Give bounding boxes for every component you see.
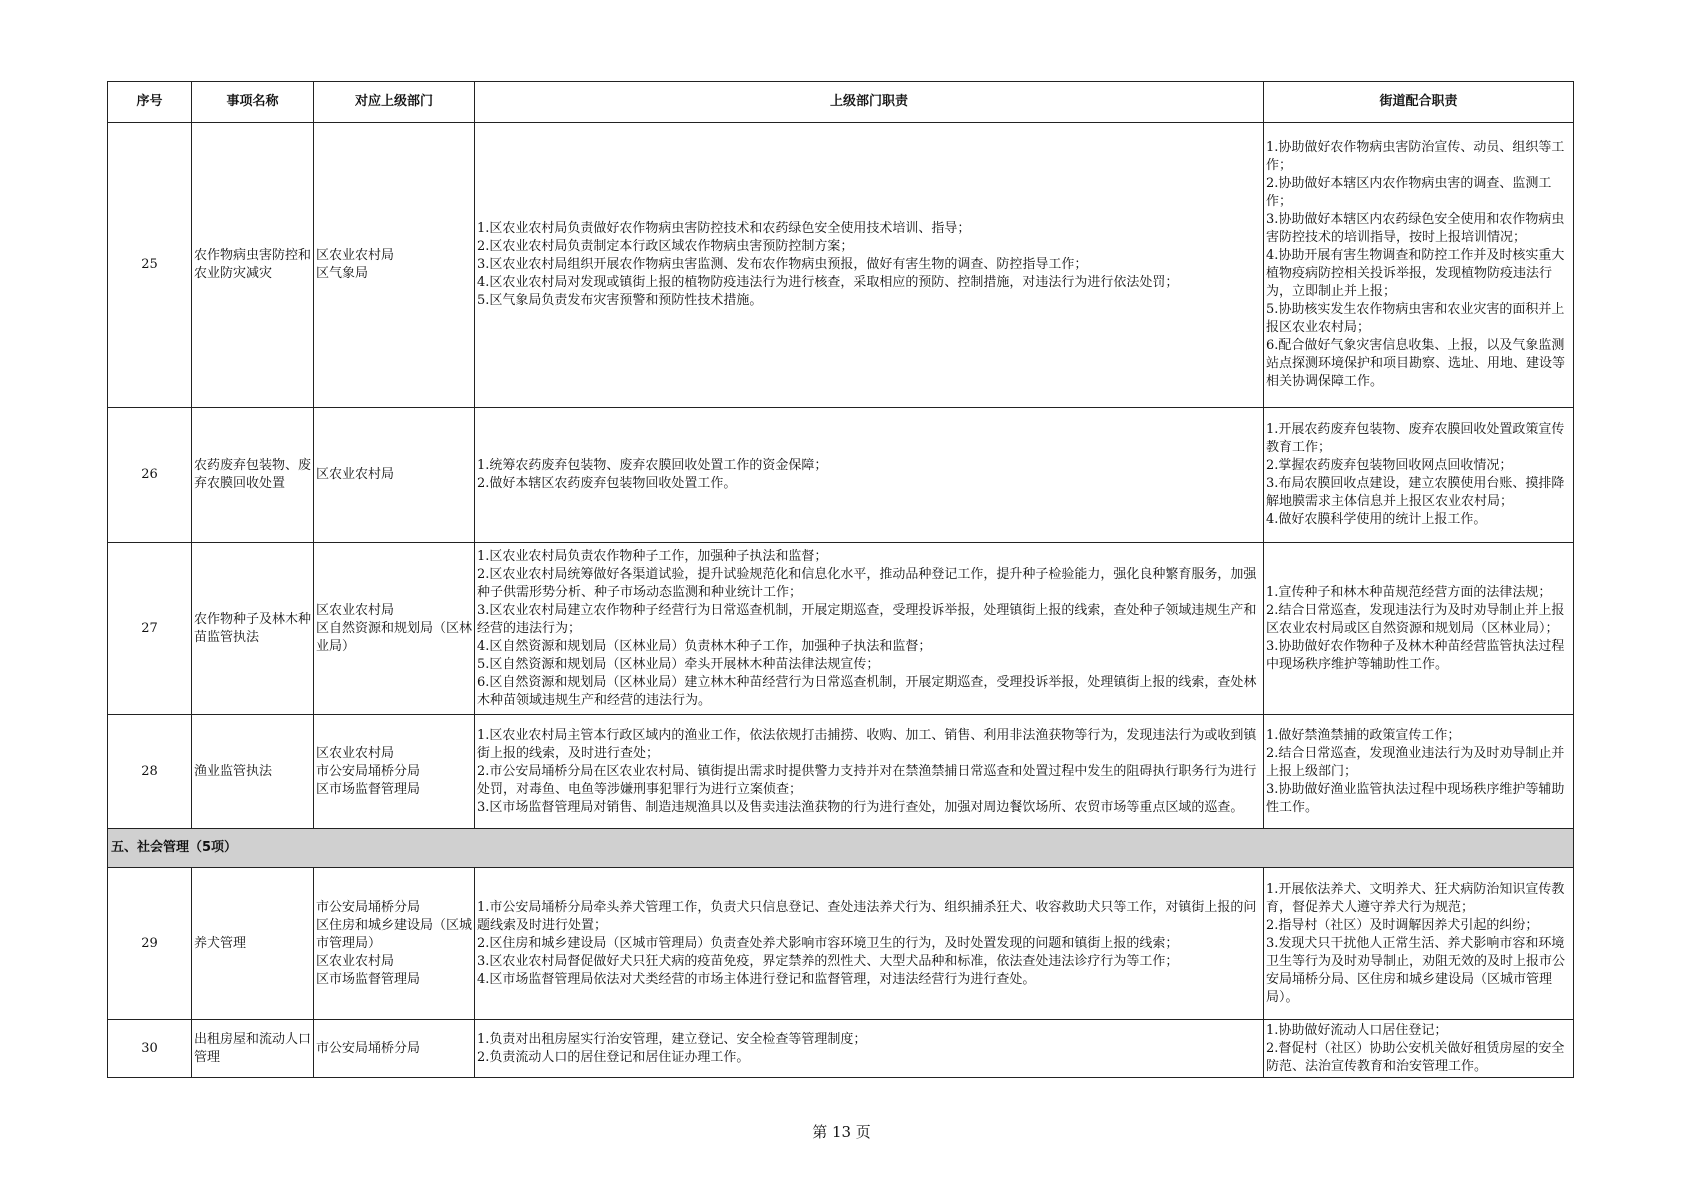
row-no: 27 (108, 543, 192, 715)
table-row (108, 408, 1574, 543)
table-row (108, 715, 1574, 829)
row-no: 25 (108, 123, 192, 408)
header-dept: 对应上级部门 (314, 82, 475, 123)
row-duty: 1.负责对出租房屋实行治安管理，建立登记、安全检查等管理制度； 2.负责流动人口的居住登记和居住证办理工作。 (475, 1020, 1264, 1078)
row-name: 农药废弃包装物、废弃农膜回收处置 (192, 408, 314, 543)
row-dept: 市公安局埇桥分局 区住房和城乡建设局（区城市管理局） 区农业农村局 区市场监督管理局 (314, 868, 475, 1020)
row-name: 渔业监管执法 (192, 715, 314, 829)
section-row (108, 829, 1574, 868)
header-no: 序号 (108, 82, 192, 123)
row-no: 28 (108, 715, 192, 829)
row-name: 农作物种子及林木种苗监管执法 (192, 543, 314, 715)
row-dept: 区农业农村局 (314, 408, 475, 543)
row-no: 26 (108, 408, 192, 543)
row-street: 1.开展依法养犬、文明养犬、狂犬病防治知识宣传教育，督促养犬人遵守养犬行为规范； 2.指导村（社区）及时调解因养犬引起的纠纷； 3.发现犬只干扰他人正常生活、养犬影响市容和环境卫生等行为及时劝导制止，劝阻无效的及时上报市公安局埇桥分局、区住房和城乡建设局（区城市管理局）。 (1264, 868, 1574, 1020)
row-no: 30 (108, 1020, 192, 1078)
row-street: 1.开展农药废弃包装物、废弃农膜回收处置政策宣传教育工作； 2.掌握农药废弃包装物回收网点回收情况； 3.布局农膜回收点建设，建立农膜使用台账、摸排降解地膜需求主体信息并上报区农业农村局； 4.做好农膜科学使用的统计上报工作。 (1264, 408, 1574, 543)
row-name: 出租房屋和流动人口管理 (192, 1020, 314, 1078)
row-duty: 1.市公安局埇桥分局牵头养犬管理工作，负责犬只信息登记、查处违法养犬行为、组织捕杀狂犬、收容救助犬只等工作，对镇街上报的问题线索及时进行处置； 2.区住房和城乡建设局（区城市管理局）负责查处养犬影响市容环境卫生的行为，及时处置发现的问题和镇街上报的线索； 3.区农业农村局督促做好犬只狂犬病的疫苗免疫，界定禁养的烈性犬、大型犬品种和标准，依法查处违法诊疗行为等工作； 4.区市场监督管理局依法对犬类经营的市场主体进行登记和监督管理，对违法经营行为进行查处。 (475, 868, 1264, 1020)
row-dept: 区农业农村局 区气象局 (314, 123, 475, 408)
section-title: 五、社会管理（5项） (108, 829, 1574, 868)
row-dept: 区农业农村局 区自然资源和规划局（区林业局） (314, 543, 475, 715)
row-street: 1.协助做好农作物病虫害防治宣传、动员、组织等工作； 2.协助做好本辖区内农作物病虫害的调查、监测工作； 3.协助做好本辖区内农药绿色安全使用和农作物病虫害防控技术的培训指导，按时上报培训情况； 4.协助开展有害生物调查和防控工作并及时核实重大植物疫病防控相关投诉举报，发现植物防疫违法行为，立即制止并上报； 5.协助核实发生农作物病虫害和农业灾害的面积并上报区农业农村局； 6.配合做好气象灾害信息收集、上报，以及气象监测站点探测环境保护和项目勘察、选址、用地、建设等相关协调保障工作。 (1264, 123, 1574, 408)
row-dept: 市公安局埇桥分局 (314, 1020, 475, 1078)
row-name: 农作物病虫害防控和农业防灾减灾 (192, 123, 314, 408)
row-street: 1.做好禁渔禁捕的政策宣传工作； 2.结合日常巡查，发现渔业违法行为及时劝导制止并上报上级部门； 3.协助做好渔业监管执法过程中现场秩序维护等辅助性工作。 (1264, 715, 1574, 829)
row-duty: 1.区农业农村局负责做好农作物病虫害防控技术和农药绿色安全使用技术培训、指导； 2.区农业农村局负责制定本行政区域农作物病虫害预防控制方案； 3.区农业农村局组织开展农作物病虫害监测、发布农作物病虫预报，做好有害生物的调查、防控指导工作； 4.区农业农村局对发现或镇街上报的植物防疫违法行为进行核查，采取相应的预防、控制措施，对违法行为进行依法处罚； 5.区气象局负责发布灾害预警和预防性技术措施。 (475, 123, 1264, 408)
header-duty: 上级部门职责 (475, 82, 1264, 123)
row-duty: 1.区农业农村局负责农作物种子工作，加强种子执法和监督； 2.区农业农村局统筹做好各渠道试验，提升试验规范化和信息化水平，推动品种登记工作，提升种子检验能力，强化良种繁育服务，加强种子供需形势分析、种子市场动态监测和种业统计工作； 3.区农业农村局建立农作物种子经营行为日常巡查机制，开展定期巡查，受理投诉举报，处理镇街上报的线索，查处种子领域违规生产和经营的违法行为； 4.区自然资源和规划局（区林业局）负责林木种子工作，加强种子执法和监督； 5.区自然资源和规划局（区林业局）牵头开展林木种苗法律法规宣传； 6.区自然资源和规划局（区林业局）建立林木种苗经营行为日常巡查机制，开展定期巡查，受理投诉举报，处理镇街上报的线索，查处林木种苗领域违规生产和经营的违法行为。 (475, 543, 1264, 715)
row-no: 29 (108, 868, 192, 1020)
row-duty: 1.区农业农村局主管本行政区域内的渔业工作，依法依规打击捕捞、收购、加工、销售、利用非法渔获物等行为，发现违法行为或收到镇街上报的线索，及时进行查处； 2.市公安局埇桥分局在区农业农村局、镇街提出需求时提供警力支持并对在禁渔禁捕日常巡查和处置过程中发生的阻碍执行职务行为进行处罚，对毒鱼、电鱼等涉嫌刑事犯罪行为进行立案侦查； 3.区市场监督管理局对销售、制造违规渔具以及售卖违法渔获物的行为进行查处，加强对周边餐饮场所、农贸市场等重点区域的巡查。 (475, 715, 1264, 829)
responsibility-table (107, 81, 1574, 1078)
table-row (108, 868, 1574, 1020)
row-street: 1.协助做好流动人口居住登记； 2.督促村（社区）协助公安机关做好租赁房屋的安全防范、法治宣传教育和治安管理工作。 (1264, 1020, 1574, 1078)
row-name: 养犬管理 (192, 868, 314, 1020)
table-row (108, 1020, 1574, 1078)
header-street: 街道配合职责 (1264, 82, 1574, 123)
table-row (108, 543, 1574, 715)
table-row (108, 123, 1574, 408)
responsibility-table-container (107, 81, 1573, 1078)
row-duty: 1.统筹农药废弃包装物、废弃农膜回收处置工作的资金保障； 2.做好本辖区农药废弃包装物回收处置工作。 (475, 408, 1264, 543)
page-number: 第 13 页 (812, 1123, 871, 1141)
table-header-row (108, 82, 1574, 123)
header-name: 事项名称 (192, 82, 314, 123)
row-dept: 区农业农村局 市公安局埇桥分局 区市场监督管理局 (314, 715, 475, 829)
row-street: 1.宣传种子和林木种苗规范经营方面的法律法规； 2.结合日常巡查，发现违法行为及时劝导制止并上报区农业农村局或区自然资源和规划局（区林业局）； 3.协助做好农作物种子及林木种苗经营监管执法过程中现场秩序维护等辅助性工作。 (1264, 543, 1574, 715)
